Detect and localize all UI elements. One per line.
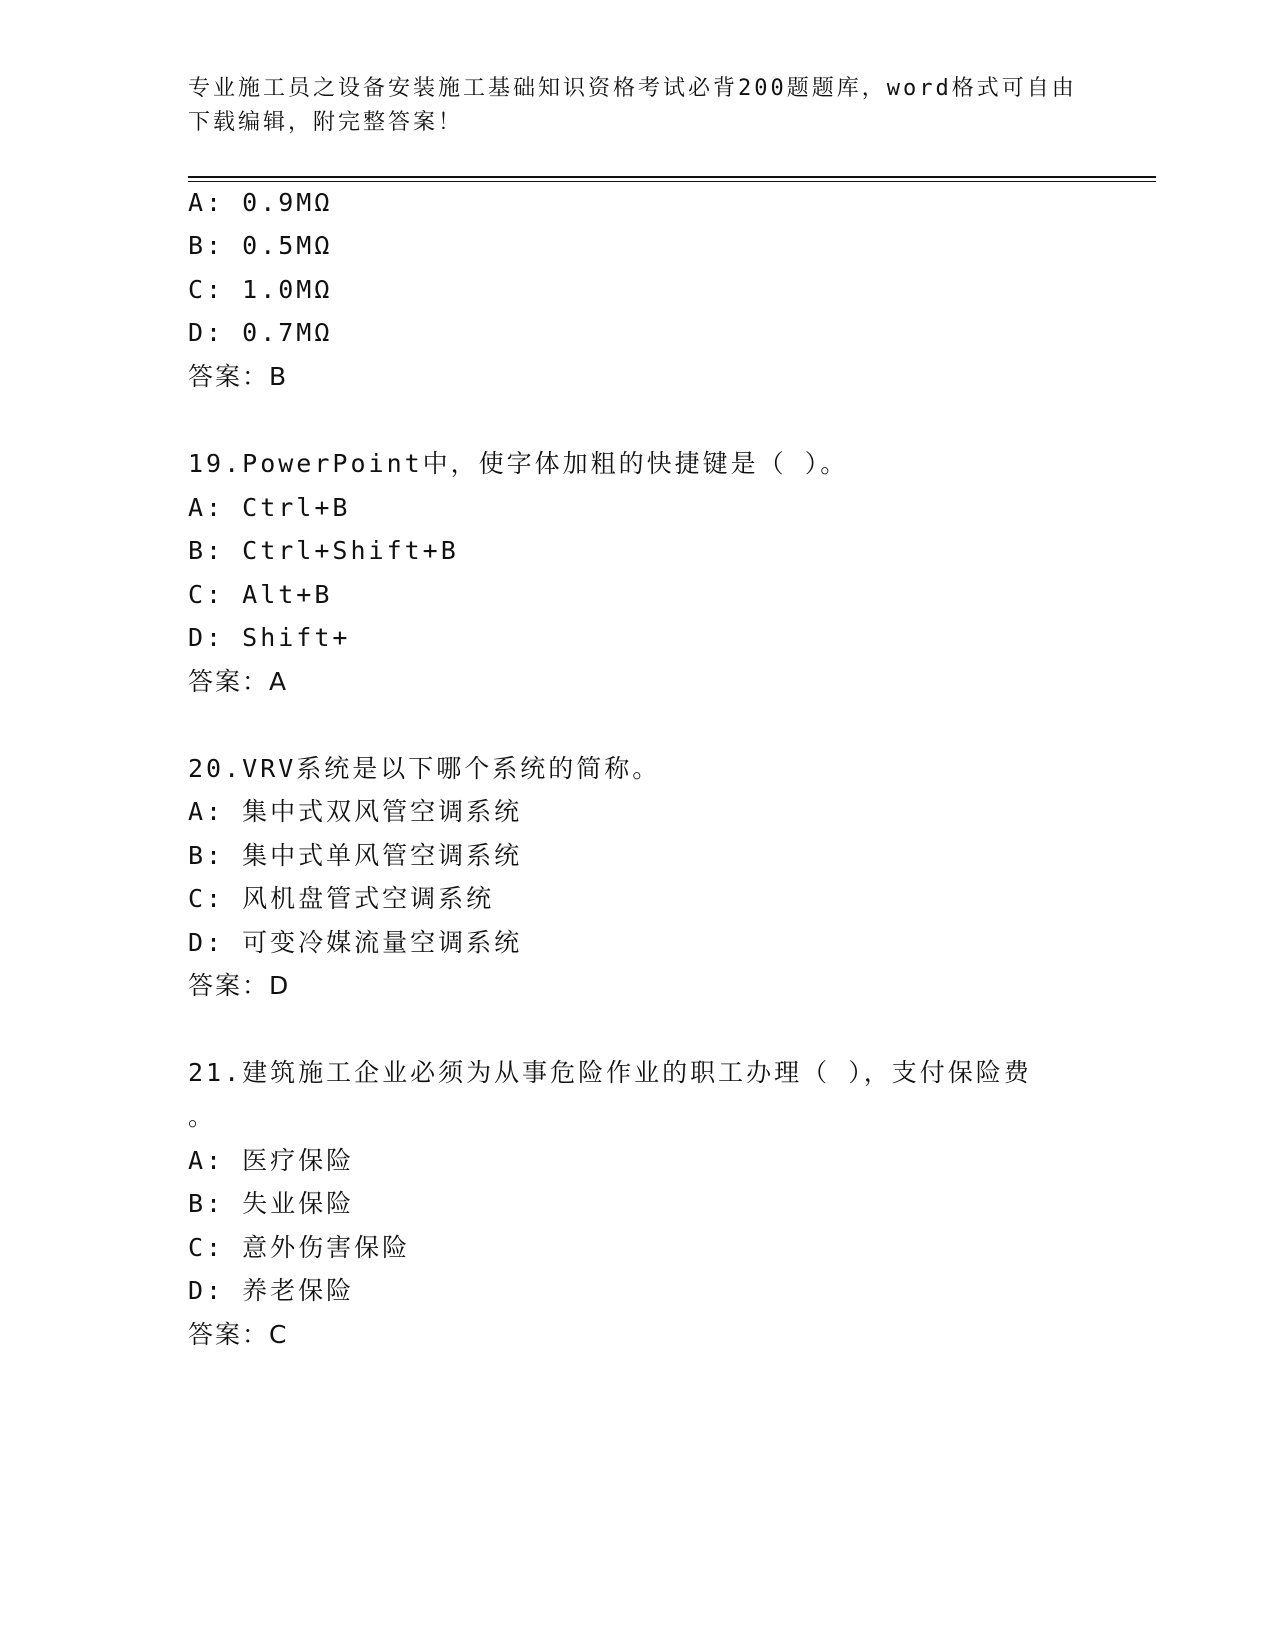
q21-answer: 答案：C [188,1320,289,1349]
q19-option-c: C: Alt+B [188,580,333,609]
q21-option-c: C: 意外伤害保险 [188,1233,411,1262]
header-line-2: 下载编辑，附完整答案！ [188,110,464,135]
document-header [188,72,1088,140]
q19-option-d: D: Shift+ [188,623,351,652]
q19-option-b: B: Ctrl+Shift+B [188,536,459,565]
q21-question-line-1: 21.建筑施工企业必须为从事危险作业的职工办理（ ），支付保险费 [188,1058,1032,1087]
header-divider-thick [188,176,1156,178]
q18-option-d: D: 0.7MΩ [188,318,333,347]
q18-option-b: B: 0.5MΩ [188,231,333,260]
q20-option-a: A: 集中式双风管空调系统 [188,797,523,826]
q21-option-a: A: 医疗保险 [188,1146,355,1175]
q20-option-d: D: 可变冷媒流量空调系统 [188,928,523,957]
q18-option-c: C: 1.0MΩ [188,275,333,304]
header-divider-thin [188,181,1156,182]
q19-option-a: A: Ctrl+B [188,493,351,522]
q20-option-c: C: 风机盘管式空调系统 [188,884,495,913]
q19-question: 19.PowerPoint中，使字体加粗的快捷键是（ ）。 [188,449,849,478]
header-line-1: 专业施工员之设备安装施工基础知识资格考试必背200题题库，word格式可自由 [188,76,1077,101]
q19-answer: 答案：A [188,667,289,696]
q20-answer: 答案：D [188,971,291,1000]
q18-option-a: A: 0.9MΩ [188,188,333,217]
q21-option-b: B: 失业保险 [188,1189,355,1218]
q20-question: 20.VRV系统是以下哪个系统的简称。 [188,754,661,783]
q21-option-d: D: 养老保险 [188,1276,355,1305]
q21-question-line-2: 。 [188,1102,217,1131]
q18-answer: 答案：B [188,362,289,391]
q20-option-b: B: 集中式单风管空调系统 [188,841,523,870]
